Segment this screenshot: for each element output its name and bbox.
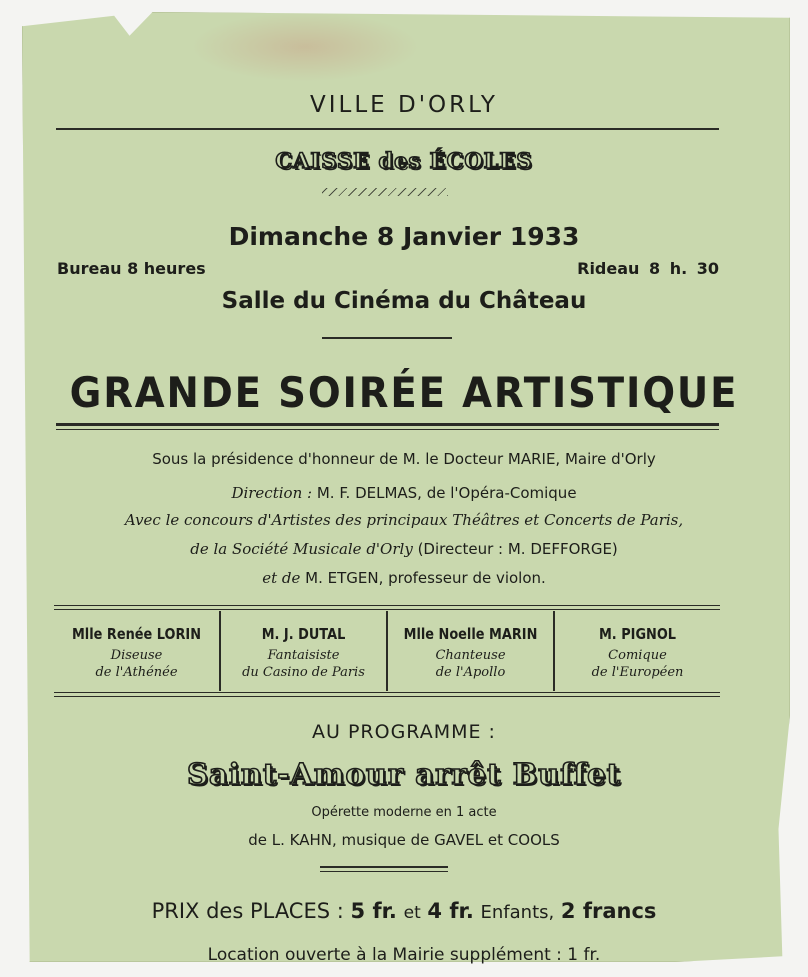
children-price: 2 francs xyxy=(560,899,657,923)
show-authors: de L. KAHN, musique de GAVEL et COOLS xyxy=(248,831,560,849)
artist-role: Chanteuse xyxy=(435,648,506,663)
artists-rule-top-2 xyxy=(54,609,720,610)
price-adult-2: 4 fr. xyxy=(427,899,474,923)
programme-heading: AU PROGRAMME : xyxy=(312,721,496,743)
price-adult-1: 5 fr. xyxy=(350,899,397,923)
artist-cell-marin xyxy=(386,611,553,691)
title-rule-thick xyxy=(56,423,719,426)
artist-venue: du Casino de Paris xyxy=(242,665,365,680)
prices-label: PRIX des PLACES : xyxy=(151,899,344,923)
artists-rule-bottom-2 xyxy=(54,696,720,697)
show-kind: Opérette moderne en 1 acte xyxy=(311,805,497,820)
credits-societe xyxy=(0,540,808,558)
artist-name: Mlle Noelle MARIN xyxy=(403,625,538,643)
credits-etgen xyxy=(0,569,808,587)
event-title: GRANDE SOIRÉE ARTISTIQUE xyxy=(69,368,739,417)
credits-concours: Avec le concours d'Artistes des principaux Théâtres et Concerts de Paris, xyxy=(124,511,684,529)
prices-line xyxy=(0,899,808,923)
doors-time: Bureau 8 heures xyxy=(57,259,206,278)
venue-name: Salle du Cinéma du Château xyxy=(221,288,587,314)
short-rule xyxy=(322,337,452,339)
paper-stain xyxy=(190,12,420,82)
artist-role: Comique xyxy=(608,648,667,663)
artist-name: M. J. DUTAL xyxy=(261,625,346,643)
direction-label: Direction : xyxy=(231,484,313,502)
artist-cell-pignol xyxy=(553,611,720,691)
societe-director: (Directeur : M. DEFFORGE) xyxy=(417,540,618,558)
credits-presidence: Sous la présidence d'honneur de M. le Docteur MARIE, Maire d'Orly xyxy=(152,450,656,468)
rental-footer: Location ouverte à la Mairie supplément : 1 fr. xyxy=(207,945,601,965)
societe-label: de la Société Musicale d'Orly xyxy=(190,540,413,558)
ornament-divider xyxy=(322,188,448,196)
direction-value: M. F. DELMAS, de l'Opéra-Comique xyxy=(316,484,577,502)
artist-cell-lorin xyxy=(54,611,219,691)
artist-venue: de l'Athénée xyxy=(95,665,178,680)
prices-rule-1 xyxy=(320,866,448,868)
artist-cell-dutal xyxy=(219,611,386,691)
etgen-prefix: et de xyxy=(262,569,301,587)
curtain-time: Rideau 8 h. 30 xyxy=(577,259,719,278)
children-label: Enfants, xyxy=(480,902,555,923)
artist-name: Mlle Renée LORIN xyxy=(71,625,202,643)
artist-role: Fantaisiste xyxy=(267,648,340,663)
artist-name: M. PIGNOL xyxy=(598,625,677,643)
artists-rule-top-1 xyxy=(54,605,720,606)
top-rule xyxy=(56,128,719,130)
artists-rule-bottom-1 xyxy=(54,692,720,693)
organisation-name: CAISSE des ÉCOLES xyxy=(275,148,533,173)
title-rule-thin xyxy=(56,429,719,430)
etgen-name: M. ETGEN, professeur de violon. xyxy=(305,569,546,587)
town-name: VILLE D'ORLY xyxy=(310,92,498,118)
event-date: Dimanche 8 Janvier 1933 xyxy=(228,222,580,251)
artists-row xyxy=(54,611,720,691)
prices-separator: et xyxy=(403,903,421,923)
artist-venue: de l'Apollo xyxy=(435,665,506,680)
artist-venue: de l'Européen xyxy=(591,665,684,680)
credits-direction xyxy=(0,484,808,502)
show-title: Saint-Amour arrêt Buffet xyxy=(187,757,621,791)
artist-role: Diseuse xyxy=(110,648,163,663)
prices-rule-2 xyxy=(320,871,448,872)
